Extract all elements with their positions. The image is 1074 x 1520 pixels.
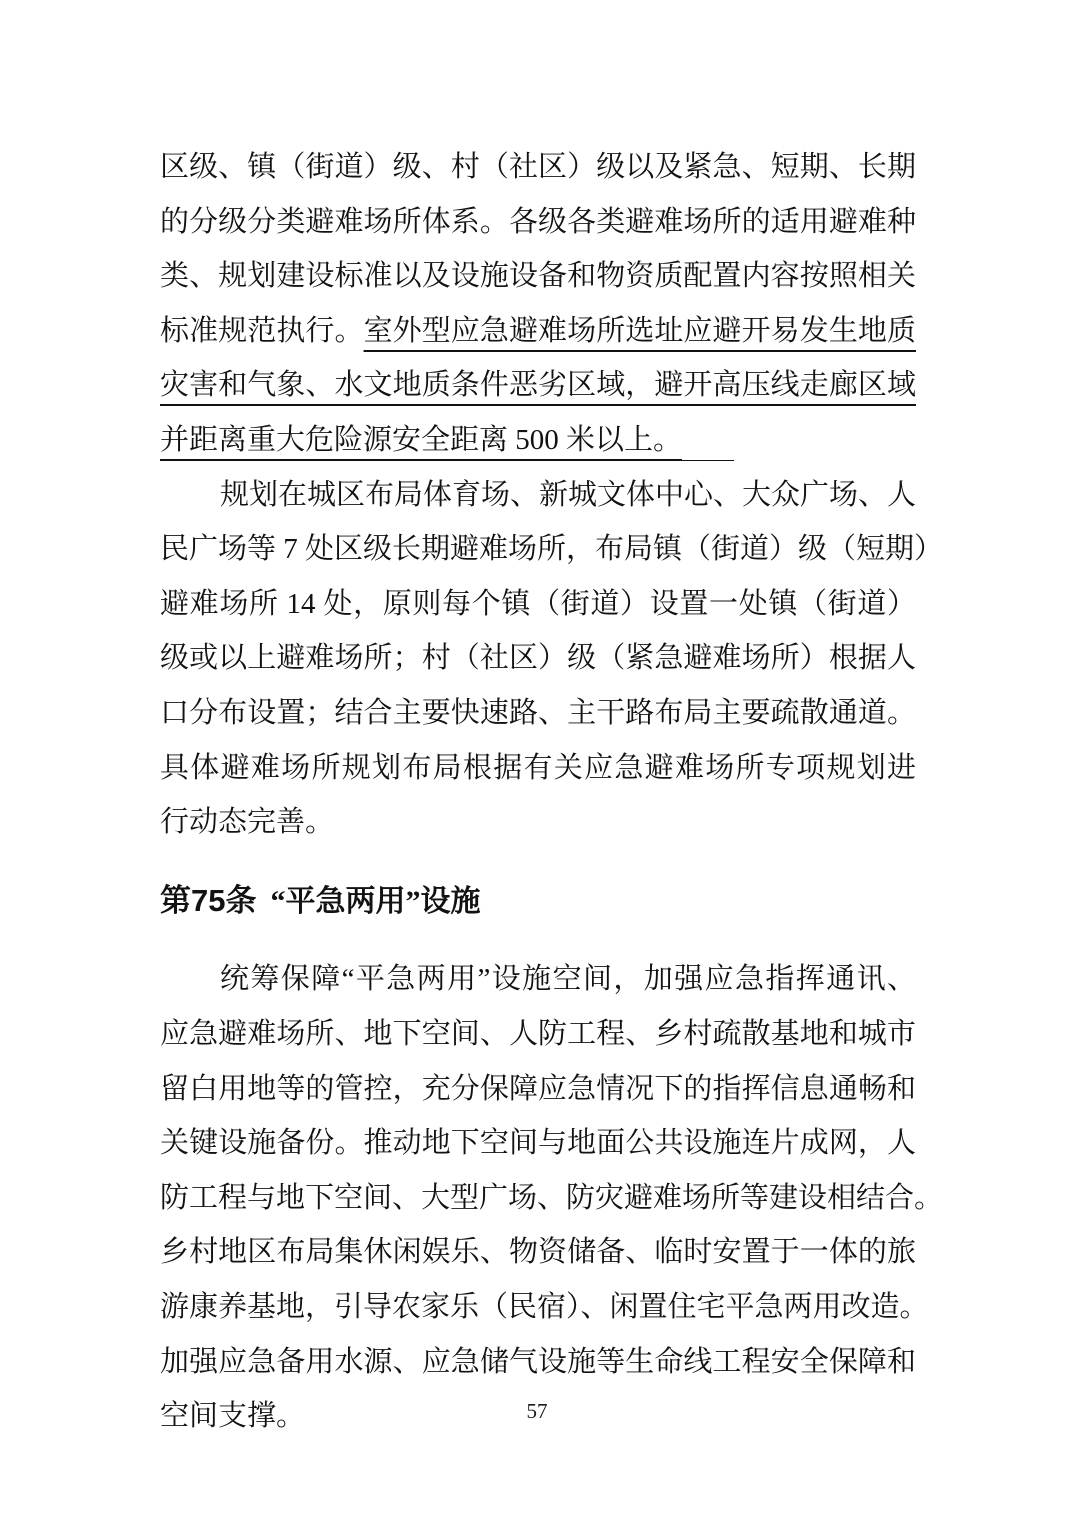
text-line bbox=[160, 1007, 916, 1062]
text-line bbox=[160, 952, 916, 1007]
underlined-text-segment: 并距离重大危险源安全距离 500 米以上。 bbox=[160, 423, 683, 456]
text-segment: 关键设施备份。推动地下空间与地面公共设施连片成网，人 bbox=[160, 1127, 916, 1160]
text-line bbox=[160, 1225, 916, 1280]
text-segment: 防工程与地下空间、大型广场、防灾避难场所等建设相结合。 bbox=[160, 1181, 944, 1214]
text-line bbox=[160, 1062, 916, 1117]
text-line bbox=[160, 249, 916, 304]
text-segment: 规划在城区布局体育场、新城文体中心、大众广场、人 bbox=[220, 478, 917, 511]
text-line bbox=[160, 631, 916, 686]
text-line bbox=[160, 741, 916, 796]
page-number: 57 bbox=[526, 1399, 548, 1423]
text-line bbox=[160, 140, 916, 195]
text-segment: 标准规范执行。 bbox=[160, 314, 364, 347]
text-segment: 的分级分类避难场所体系。各级各类避难场所的适用避难种 bbox=[160, 205, 916, 238]
text-line bbox=[160, 1280, 929, 1335]
underlined-text-segment: 灾害和气象、水文地质条件恶劣区域，避开高压线走廊区域 bbox=[160, 369, 916, 402]
text-segment: 行动态完善。 bbox=[160, 806, 335, 839]
text-line bbox=[160, 795, 916, 850]
document-body bbox=[160, 140, 944, 1444]
text-line bbox=[160, 577, 916, 632]
text-segment: 空间支撑。 bbox=[160, 1400, 306, 1433]
text-segment: 口分布设置；结合主要快速路、主干路布局主要疏散通道。 bbox=[160, 696, 916, 729]
text-segment: 类、规划建设标准以及设施设备和物资质配置内容按照相关 bbox=[160, 260, 916, 293]
text-segment: 避难场所 14 处，原则每个镇（街道）设置一处镇（街道） bbox=[160, 587, 916, 620]
article-number: 第75条 bbox=[160, 882, 257, 918]
text-segment: 区级、镇（街道）级、村（社区）级以及紧急、短期、长期 bbox=[160, 151, 916, 183]
text-line bbox=[160, 468, 916, 523]
article-title: “平急两用”设施 bbox=[270, 884, 481, 918]
text-line bbox=[160, 413, 916, 468]
text-line bbox=[160, 522, 944, 577]
text-segment: 级或以上避难场所；村（社区）级（紧急避难场所）根据人 bbox=[160, 642, 916, 675]
text-line bbox=[160, 304, 916, 359]
text-segment: 民广场等 7 处区级长期避难场所，布局镇（街道）级（短期） bbox=[160, 533, 944, 566]
text-segment: 应急避难场所、地下空间、人防工程、乡村疏散基地和城市 bbox=[160, 1018, 916, 1051]
text-segment: 具体避难场所规划布局根据有关应急避难场所专项规划进 bbox=[160, 751, 916, 784]
text-line bbox=[160, 195, 916, 250]
text-line bbox=[160, 1116, 916, 1171]
article-heading bbox=[160, 874, 916, 929]
text-segment: 留白用地等的管控，充分保障应急情况下的指挥信息通畅和 bbox=[160, 1072, 916, 1105]
text-segment: 游康养基地，引导农家乐（民宿）、闲置住宅平急两用改造。 bbox=[160, 1291, 929, 1323]
text-segment: 加强应急备用水源、应急储气设施等生命线工程安全保障和 bbox=[160, 1345, 916, 1378]
text-line bbox=[160, 1335, 916, 1390]
text-segment: 乡村地区布局集休闲娱乐、物资储备、临时安置于一体的旅 bbox=[160, 1236, 916, 1269]
text-line bbox=[160, 686, 916, 741]
paragraph-dual-use-facilities bbox=[160, 952, 944, 1443]
paragraph-shelter-layout bbox=[160, 468, 944, 850]
text-segment: 统筹保障“平急两用”设施空间，加强应急指挥通讯、 bbox=[220, 963, 916, 996]
text-line bbox=[160, 1171, 944, 1226]
paragraph-shelter-classification bbox=[160, 140, 916, 468]
text-line bbox=[160, 358, 916, 413]
underlined-text-segment: 室外型应急避难场所选址应避开易发生地质 bbox=[363, 314, 916, 347]
underline-extension bbox=[682, 460, 734, 461]
